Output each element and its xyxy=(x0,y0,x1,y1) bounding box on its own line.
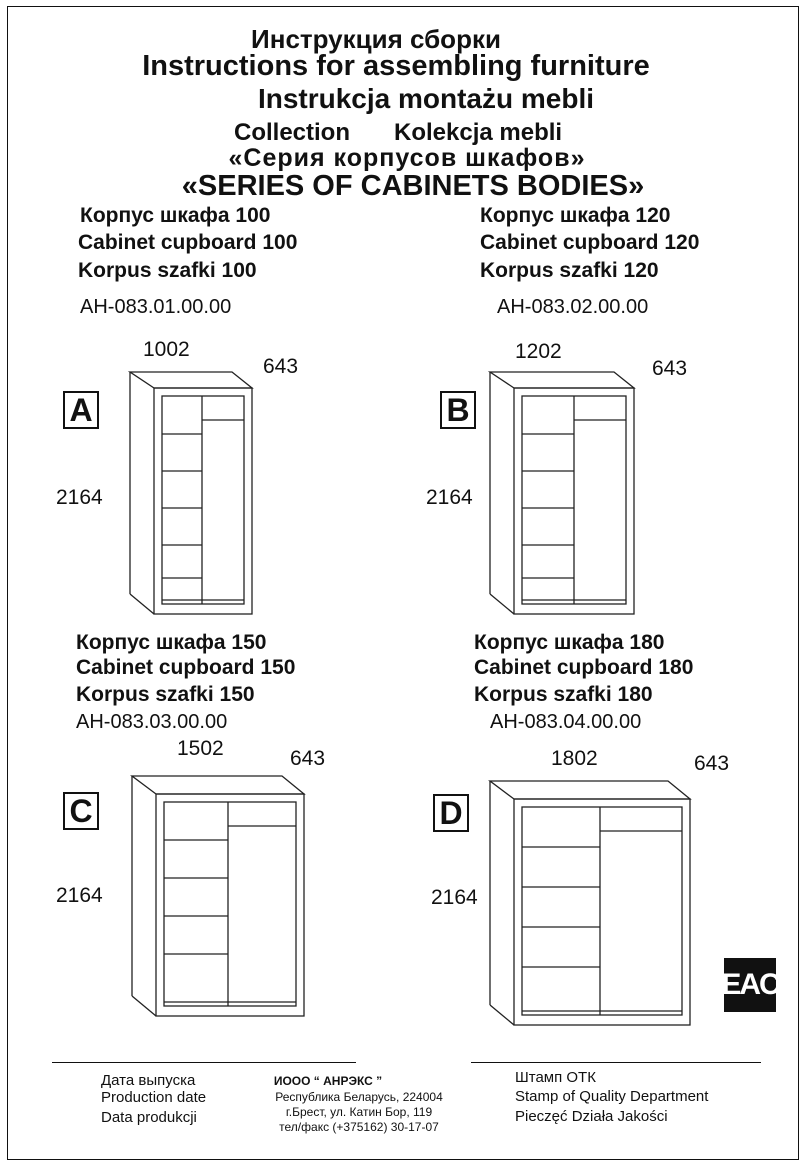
product-a-code: АН-083.01.00.00 xyxy=(80,296,232,318)
production-date-ru: Дата выпуска xyxy=(101,1072,196,1089)
product-c-height: 2164 xyxy=(56,884,103,907)
product-b-depth: 643 xyxy=(652,357,688,380)
product-d-width: 1802 xyxy=(551,747,598,770)
product-b-name-en: Cabinet cupboard 120 xyxy=(480,231,700,254)
cabinet-a-drawing xyxy=(128,366,258,622)
company-name: ИООО “ АНРЭКС ” xyxy=(273,1074,383,1088)
company-phone: тел/факс (+375162) 30-17-07 xyxy=(279,1120,439,1134)
product-d-depth: 643 xyxy=(694,752,730,775)
product-a-name-pl: Korpus szafki 100 xyxy=(78,259,257,282)
series-ru: «Серия корпусов шкафов» xyxy=(228,144,586,172)
production-date-pl: Data produkcji xyxy=(101,1109,197,1126)
company-address-2: г.Брест, ул. Катин Бор, 119 xyxy=(285,1105,433,1119)
stamp-en: Stamp of Quality Department xyxy=(515,1088,709,1105)
title-pl: Instrukcja montażu mebli xyxy=(257,83,595,114)
product-c-name-pl: Korpus szafki 150 xyxy=(76,683,255,706)
footer-divider-right xyxy=(471,1062,761,1063)
product-b-code: АН-083.02.00.00 xyxy=(497,296,649,318)
footer-divider-left xyxy=(52,1062,356,1063)
stamp-pl: Pieczęć Działa Jakości xyxy=(515,1108,668,1125)
cabinet-b-drawing xyxy=(488,366,640,622)
title-en: Instructions for assembling furniture xyxy=(142,50,650,82)
product-a-letter: A xyxy=(63,391,99,429)
product-d-name-en: Cabinet cupboard 180 xyxy=(474,656,694,679)
product-d-letter: D xyxy=(433,794,469,832)
product-d-name-pl: Korpus szafki 180 xyxy=(474,683,653,706)
product-b-name-pl: Korpus szafki 120 xyxy=(480,259,659,282)
product-a-name-ru: Корпус шкафа 100 xyxy=(80,204,271,227)
product-a-name-en: Cabinet cupboard 100 xyxy=(78,231,298,254)
title-ru: Инструкция сборки xyxy=(251,24,501,54)
stamp-ru: Штамп ОТК xyxy=(515,1069,596,1086)
product-c-depth: 643 xyxy=(290,747,326,770)
product-d-name-ru: Корпус шкафа 180 xyxy=(474,631,665,654)
product-a-depth: 643 xyxy=(263,355,299,378)
series-en: «SERIES OF CABINETS BODIES» xyxy=(181,170,645,202)
product-b-width: 1202 xyxy=(515,340,562,363)
product-b-height: 2164 xyxy=(426,486,473,509)
product-a-width: 1002 xyxy=(143,338,190,361)
cabinet-d-drawing xyxy=(488,775,696,1035)
product-c-letter: C xyxy=(63,792,99,830)
production-date-en: Production date xyxy=(101,1089,207,1106)
collection-pl: Kolekcja mebli xyxy=(394,119,563,146)
product-a-height: 2164 xyxy=(56,486,103,509)
product-b-letter: B xyxy=(440,391,476,429)
company-address-1: Республика Беларусь, 224004 xyxy=(275,1090,443,1104)
eac-certification-mark: EAC xyxy=(724,958,776,1012)
product-c-code: АН-083.03.00.00 xyxy=(76,711,228,733)
product-c-name-en: Cabinet cupboard 150 xyxy=(76,656,296,679)
product-b-name-ru: Корпус шкафа 120 xyxy=(480,204,671,227)
product-d-code: АН-083.04.00.00 xyxy=(490,711,642,733)
cabinet-c-drawing xyxy=(130,770,310,1022)
collection-en: Collection xyxy=(234,119,351,146)
product-c-width: 1502 xyxy=(177,737,224,760)
product-d-height: 2164 xyxy=(431,886,478,909)
product-c-name-ru: Корпус шкафа 150 xyxy=(76,631,267,654)
